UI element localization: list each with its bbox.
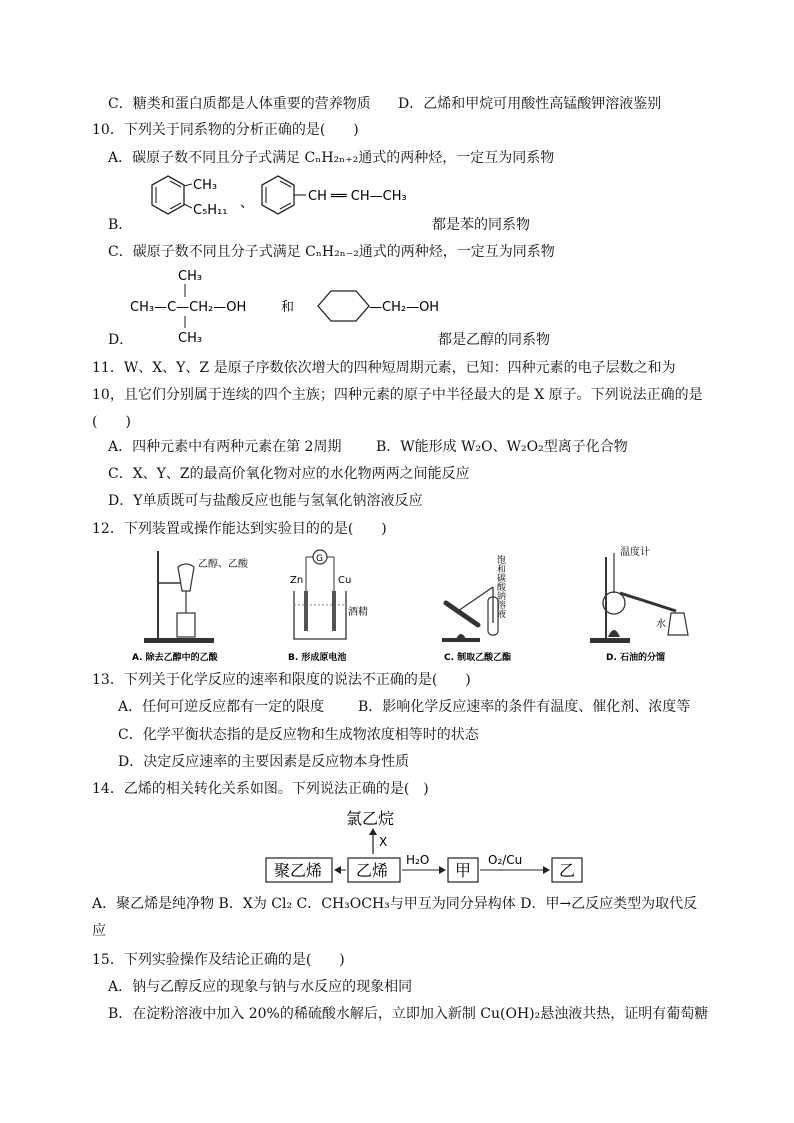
propenylbenzene-structure bbox=[262, 176, 407, 214]
q14-conversion-diagram bbox=[262, 804, 592, 886]
q10-stem: 10．下列关于同系物的分析正确的是( ) bbox=[92, 122, 359, 138]
q14-options-line1: A．聚乙烯是纯净物 B．X为 Cl₂ C．CH₃OCH₃与甲互为同分异构体 D．甲→乙反应类型为取代反 bbox=[92, 896, 698, 912]
diag-x: X bbox=[379, 835, 388, 849]
cyclohexane-ring bbox=[318, 291, 369, 321]
q13-option-d: D．决定反应速率的主要因素是反应物本身性质 bbox=[118, 754, 410, 770]
fig-a-label: 乙醇、乙酸 bbox=[198, 559, 248, 570]
q9-option-c: C．糖类和蛋白质都是人体重要的营养物质 bbox=[108, 96, 371, 112]
fig-b-galvanometer: G bbox=[316, 554, 323, 564]
q10-option-d-structures bbox=[128, 264, 448, 348]
fig-d-caption: D. 石油的分馏 bbox=[606, 653, 666, 663]
q13-option-c: C．化学平衡状态指的是反应物和生成物浓度相等时的状态 bbox=[118, 727, 479, 743]
q11-line1: 11．W、X、Y、Z 是原子序数依次增大的四种短周期元素，已知：四种元素的电子层数之和为 bbox=[92, 360, 676, 376]
q11-option-b: B．W能形成 W₂O、W₂O₂型离子化合物 bbox=[376, 439, 628, 455]
q13-stem: 13．下列关于化学反应的速率和限度的说法不正确的是( ) bbox=[92, 672, 471, 688]
q11-option-c: C．X、Y、Z的最高价氧化物对应的水化物两两之间能反应 bbox=[108, 466, 470, 482]
neopentyl-main: CH₃—C—CH₂—OH bbox=[130, 300, 247, 315]
figure-a-separatory-funnel bbox=[132, 551, 249, 663]
q10-option-d-prefix: D． bbox=[108, 332, 134, 348]
fig-b-zn: Zn bbox=[290, 575, 304, 586]
fig-b-liquid: 酒精 bbox=[348, 607, 368, 618]
q15-option-b: B．在淀粉溶液中加入 20%的稀硫酸水解后，立即加入新制 Cu(OH)₂悬浊液共热，证明有葡萄糖 bbox=[108, 1006, 709, 1022]
q10-option-b-structures bbox=[128, 170, 428, 228]
cyclohexyl-substituent: —CH₂—OH bbox=[369, 300, 440, 315]
q10-option-b-prefix: B． bbox=[108, 217, 133, 233]
q10-option-a: A．碳原子数不同且分子式满足 CₙH₂ₙ₊₂通式的两种烃，一定互为同系物 bbox=[108, 150, 555, 166]
fig-c-caption: C. 制取乙酸乙酯 bbox=[444, 653, 512, 663]
q14-stem: 14．乙烯的相关转化关系如图。下列说法正确的是( ) bbox=[92, 781, 429, 797]
diag-polyethylene: 聚乙烯 bbox=[274, 861, 323, 880]
fig-a-caption: A. 除去乙醇中的乙酸 bbox=[132, 653, 218, 663]
neopentyl-bottom-ch3: CH₃ bbox=[178, 331, 203, 346]
diag-h2o: H₂O bbox=[406, 853, 430, 867]
figure-b-galvanic-cell bbox=[288, 550, 368, 663]
struct2-chain: CH ══ CH—CH₃ bbox=[308, 189, 407, 204]
fig-b-caption: B. 形成原电池 bbox=[288, 653, 347, 663]
q12-stem: 12．下列装置或操作能达到实验目的的是( ) bbox=[92, 521, 387, 537]
fig-d-water: 水 bbox=[656, 619, 666, 630]
struct1-ch3: CH₃ bbox=[193, 178, 218, 193]
figure-c-ester-preparation bbox=[442, 554, 511, 663]
figure-d-distillation bbox=[590, 545, 688, 663]
struct-separator: 、 bbox=[240, 195, 254, 211]
q11-option-a: A．四种元素中有两种元素在第 2周期 bbox=[108, 439, 342, 455]
q13-option-a: A．任何可逆反应都有一定的限度 bbox=[118, 699, 325, 715]
fig-d-thermometer: 温度计 bbox=[620, 547, 650, 558]
diag-yi: 乙 bbox=[559, 861, 576, 880]
q12-apparatus-figure bbox=[128, 543, 708, 668]
struct1-c5h11: C₅H₁₁ bbox=[193, 203, 228, 218]
q9-option-d: D．乙烯和甲烷可用酸性高锰酸钾溶液鉴别 bbox=[398, 96, 662, 112]
diag-chloroethane: 氯乙烷 bbox=[346, 809, 395, 828]
q14-options-line2: 应 bbox=[92, 923, 106, 939]
q11-line2: 10，且它们分别属于连续的四个主族；四种元素的原子中半径最大的是 X 原子。下列说法正确的是 bbox=[92, 387, 703, 403]
q10-option-d-suffix: 都是乙醇的同系物 bbox=[438, 332, 550, 348]
q11-option-d: D．Y单质既可与盐酸反应也能与氢氧化钠溶液反应 bbox=[108, 493, 423, 509]
q10-option-c: C．碳原子数不同且分子式满足 CₙH₂ₙ₋₂通式的两种烃，一定互为同系物 bbox=[108, 244, 555, 260]
diag-ethene: 乙烯 bbox=[356, 861, 389, 880]
q11-line3: ( ) bbox=[92, 414, 131, 430]
and-word: 和 bbox=[281, 300, 295, 315]
q13-option-b: B．影响化学反应速率的条件有温度、催化剂、浓度等 bbox=[358, 699, 691, 715]
neopentyl-top-ch3: CH₃ bbox=[178, 269, 203, 284]
toluene-derivative-structure bbox=[152, 176, 228, 218]
q15-option-a: A．钠与乙醇反应的现象与钠与水反应的现象相同 bbox=[108, 979, 413, 995]
q10-option-b-suffix: 都是苯的同系物 bbox=[432, 217, 530, 233]
diag-o2cu: O₂/Cu bbox=[488, 853, 523, 867]
q15-stem: 15．下列实验操作及结论正确的是( ) bbox=[92, 952, 345, 968]
diag-jia: 甲 bbox=[455, 861, 472, 880]
fig-b-cu: Cu bbox=[338, 575, 352, 586]
fig-c-label: 饱和碳酸钠溶液 bbox=[495, 555, 505, 618]
